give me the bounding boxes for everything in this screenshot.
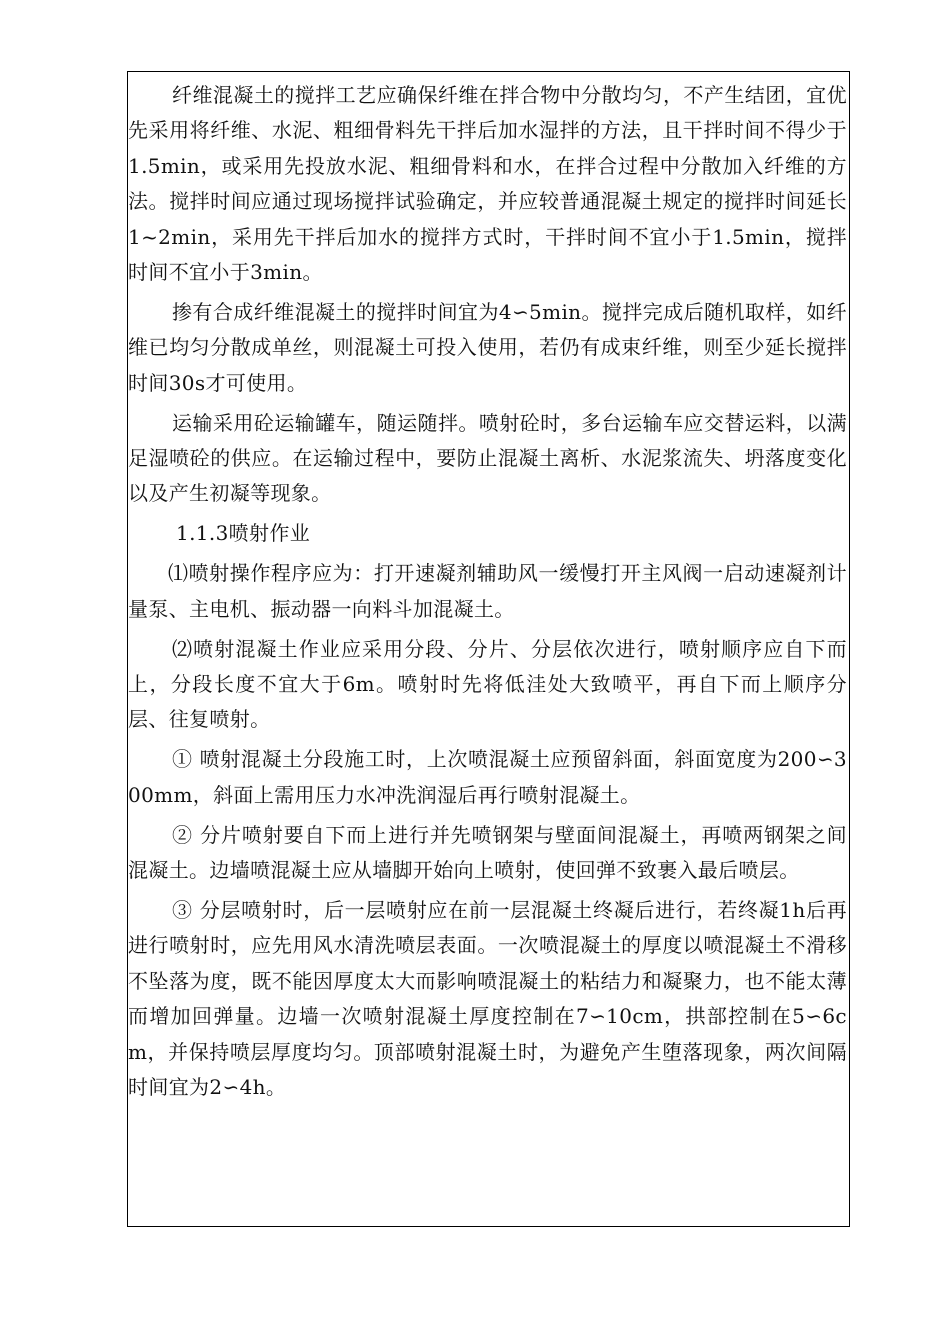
paragraph-spray-procedure: ⑴喷射操作程序应为：打开速凝剂辅助风一缓慢打开主风阀一启动速凝剂计量泵、主电机、振动器一向料斗加混凝土。	[128, 561, 847, 621]
paragraph-section-spraying: ② 分片喷射要自下而上进行并先喷钢架与壁面间混凝土，再喷两钢架之间混凝土。边墙喷混凝土应从墙脚开始向上喷射，使回弹不致裹入最后喷层。	[128, 822, 847, 883]
paragraph-synthetic-fiber-mixing: 掺有合成纤维混凝土的搅拌时间宜为4∽5min。搅拌完成后随机取样，如纤维已均匀分散成单丝，则混凝土可投入使用，若仍有成束纤维，则至少延长搅拌时间30s才可使用。	[128, 299, 847, 395]
paragraph-fiber-mixing: 纤维混凝土的搅拌工艺应确保纤维在拌合物中分散均匀，不产生结团，宜优先采用将纤维、水泥、粗细骨料先干拌后加水湿拌的方法，且干拌时间不得少于1.5min，或采用先投放水泥、粗细骨料和水，在拌合过程中分散加入纤维的方法。搅拌时间应通过现场搅拌试验确定，并应较普通混凝土规定的搅拌时间延长1~2min，采用先干拌后加水的搅拌方式时，干拌时间不宜小于1.5min，搅拌时间不宜小于3min。	[128, 83, 847, 285]
paragraph-layer-spraying: ③ 分层喷射时，后一层喷射应在前一层混凝土终凝后进行，若终凝1h后再进行喷射时，应先用风水清洗喷层表面。一次喷混凝土的厚度以喷混凝土不滑移不坠落为度，既不能因厚度太大而影响喷混凝土的粘结力和凝聚力，也不能太薄而增加回弹量。边墙一次喷射混凝土厚度控制在7∽10cm，拱部控制在5∽6cm，并保持喷层厚度均匀。顶部喷射混凝土时，为避免产生堕落现象，两次间隔时间宜为2∽4h。	[128, 897, 847, 1099]
paragraph-spray-sequence: ⑵喷射混凝土作业应采用分段、分片、分层依次进行，喷射顺序应自下而上，分段长度不宜大于6m。喷射时先将低洼处大致喷平，再自下而上顺序分层、往复喷射。	[128, 636, 847, 732]
paragraph-segment-spraying: ① 喷射混凝土分段施工时，上次喷混凝土应预留斜面，斜面宽度为200∽300mm，斜面上需用压力水冲洗润湿后再行喷射混凝土。	[128, 747, 847, 807]
paragraph-transport: 运输采用砼运输罐车，随运随拌。喷射砼时，多台运输车应交替运料，以满足湿喷砼的供应。在运输过程中，要防止混凝土离析、水泥浆流失、坍落度变化以及产生初凝等现象。	[128, 410, 847, 506]
section-heading-spraying: 1.1.3喷射作业	[176, 521, 311, 546]
document-body	[128, 78, 847, 1105]
